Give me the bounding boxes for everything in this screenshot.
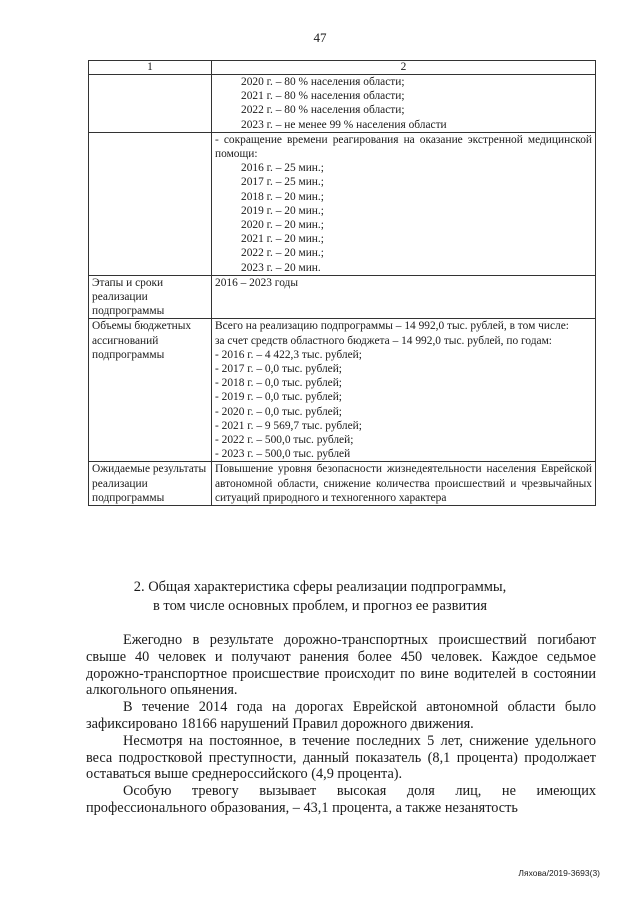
coverage-line: 2023 г. – не менее 99 % населения области — [241, 118, 447, 131]
funding-total: Всего на реализацию подпрограммы – 14 992,0 тыс. рублей, в том числе: — [215, 320, 569, 333]
column-header-1: 1 — [89, 61, 212, 75]
table-row-coverage — [89, 75, 596, 133]
response-line: 2023 г. – 20 мин. — [241, 261, 321, 274]
row-label-stages: Этапы и сроки реализации подпрограммы — [89, 275, 212, 319]
table-row-response-time — [89, 132, 596, 275]
section-heading-line: 2. Общая характеристика сферы реализации подпрограммы, — [133, 579, 507, 595]
funding-line: - 2020 г. – 0,0 тыс. рублей; — [215, 405, 342, 418]
paragraph: Ежегодно в результате дорожно-транспортных происшествий погибают свыше 40 человек и получают ранения более 450 человек. Каждое седьмое дорожно-транспортное происшествие происходит по вине водителей в состоянии алкогольного опьянения. — [86, 632, 596, 699]
response-line: 2022 г. – 20 мин.; — [241, 247, 324, 260]
funding-line: - 2019 г. – 0,0 тыс. рублей; — [215, 391, 342, 404]
paragraph: Особую тревогу вызывает высокая доля лиц, не имеющих профессионального образования, – 43,1 процента, а также незанятость — [86, 783, 596, 816]
table-row-stages — [89, 275, 596, 319]
section-heading-line: в том числе основных проблем, и прогноз ее развития — [152, 598, 488, 614]
section-body — [86, 632, 596, 817]
funding-line: - 2023 г. – 500,0 тыс. рублей — [215, 448, 351, 461]
row-label-coverage — [89, 75, 212, 133]
table-row-funding — [89, 319, 596, 462]
row-value-coverage — [212, 75, 596, 133]
page-number: 47 — [313, 30, 327, 45]
coverage-line: 2022 г. – 80 % населения области; — [241, 104, 405, 117]
response-line: 2020 г. – 20 мин.; — [241, 219, 324, 232]
row-value-stages: 2016 – 2023 годы — [212, 275, 596, 319]
funding-line: - 2016 г. – 4 422,3 тыс. рублей; — [215, 348, 362, 361]
response-line: 2017 г. – 25 мин.; — [241, 176, 324, 189]
row-label-results: Ожидаемые результаты реализации подпрограммы — [89, 462, 212, 506]
funding-line: - 2021 г. – 9 569,7 тыс. рублей; — [215, 419, 362, 432]
paragraph: В течение 2014 года на дорогах Еврейской автономной области было зафиксировано 18166 нарушений Правил дорожного движения. — [86, 699, 596, 732]
response-intro: - сокращение времени реагирования на оказание экстренной медицинской помощи: — [215, 133, 592, 161]
response-line: 2021 г. – 20 мин.; — [241, 233, 324, 246]
column-header-2: 2 — [212, 61, 596, 75]
response-line: 2016 г. – 25 мин.; — [241, 162, 324, 175]
paragraph: Несмотря на постоянное, в течение последних 5 лет, снижение удельного веса подростковой преступности, данный показатель (8,1 процента) продолжает оставаться выше среднероссийского (4,9 процента). — [86, 732, 596, 783]
coverage-line: 2021 г. – 80 % населения области; — [241, 90, 405, 103]
response-line: 2019 г. – 20 мин.; — [241, 204, 324, 217]
footer-code: Ляхова/2019-3693(3) — [518, 868, 600, 878]
row-value-response-time — [212, 132, 596, 275]
coverage-line: 2020 г. – 80 % населения области; — [241, 76, 405, 88]
table-header-row — [89, 61, 596, 75]
funding-line: - 2017 г. – 0,0 тыс. рублей; — [215, 363, 342, 376]
response-line: 2018 г. – 20 мин.; — [241, 190, 324, 203]
section-heading — [0, 578, 640, 616]
funding-line: - 2022 г. – 500,0 тыс. рублей; — [215, 434, 354, 447]
row-label-funding: Объемы бюджетных ассигнований подпрограммы — [89, 319, 212, 462]
funding-line: - 2018 г. – 0,0 тыс. рублей; — [215, 377, 342, 390]
row-value-funding — [212, 319, 596, 462]
passport-table — [88, 60, 596, 506]
row-value-results: Повышение уровня безопасности жизнедеятельности населения Еврейской автономной области, снижение количества происшествий и чрезвычайных ситуаций природного и техногенного характера — [212, 462, 596, 506]
row-label-response-time — [89, 132, 212, 275]
funding-regional: за счет средств областного бюджета – 14 992,0 тыс. рублей, по годам: — [215, 334, 552, 347]
table-row-results — [89, 462, 596, 506]
